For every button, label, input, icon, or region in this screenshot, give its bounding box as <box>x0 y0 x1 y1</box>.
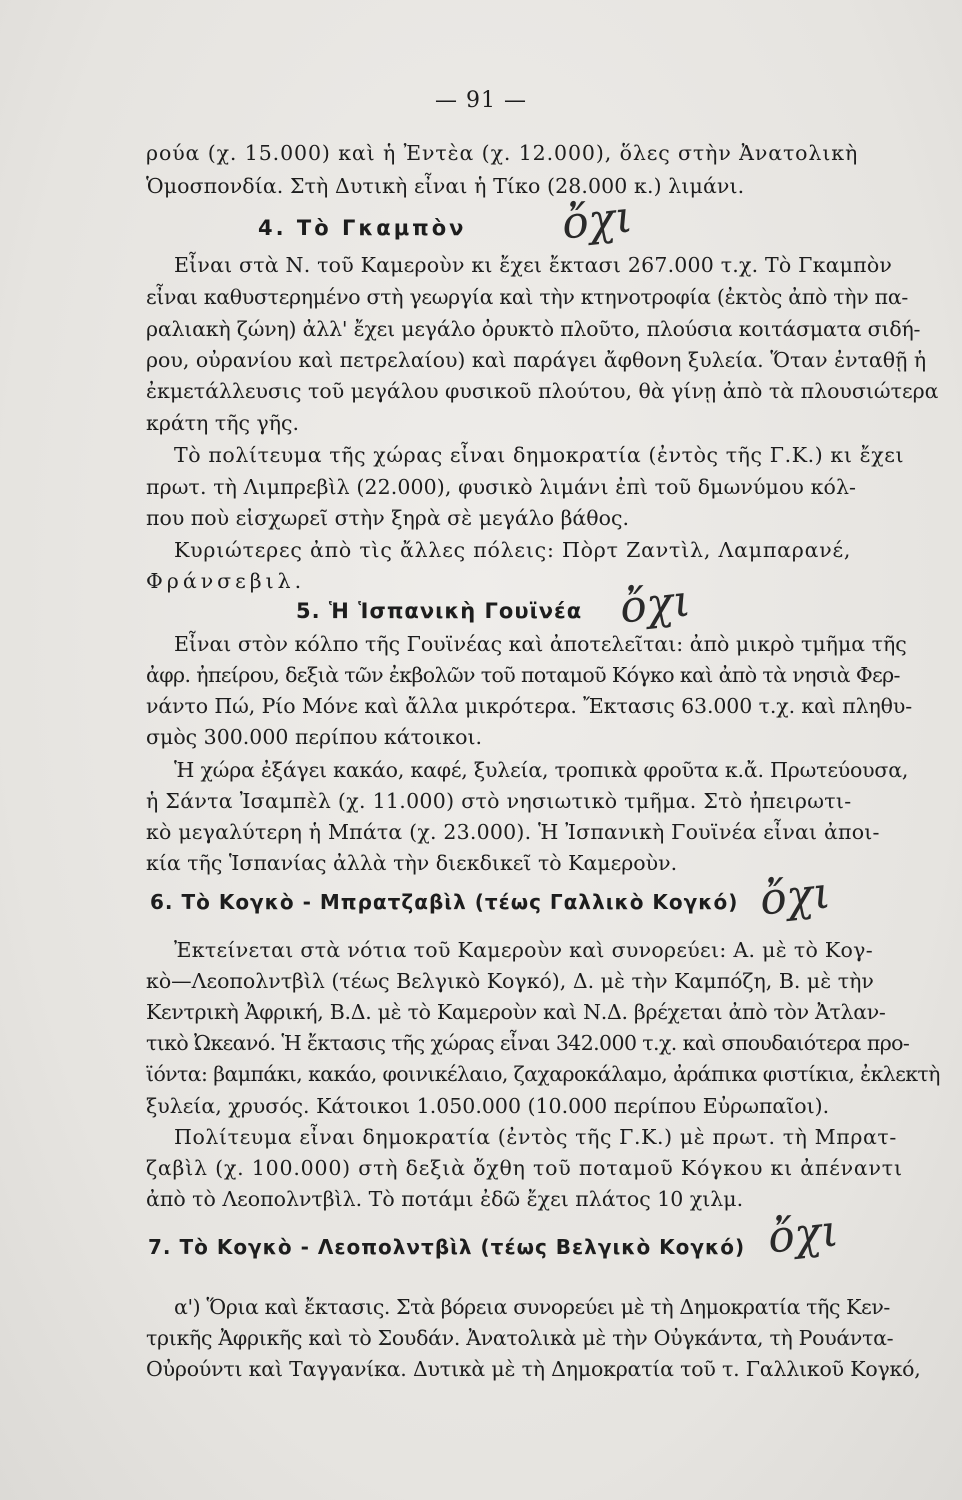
text-line: νάντο Πώ, Ρίο Μόνε καὶ ἄλλα μικρότερα. Ἔκτασις 63.000 τ.χ. καὶ πληθυ- <box>146 694 913 718</box>
handwritten-note-4: ὄχι <box>559 191 635 250</box>
text-line: Εἶναι στὸν κόλπο τῆς Γουϊνέας καὶ ἀποτελεῖται: ἀπὸ μικρὸ τμῆμα τῆς <box>174 632 907 656</box>
text-line: εἶναι καθυστερημένο στὴ γεωργία καὶ τὴν κτηνοτροφία (ἐκτὸς ἀπὸ τὴν πα- <box>146 285 909 309</box>
text-line: ρούα (χ. 15.000) καὶ ἡ Ἐντὲα (χ. 12.000), ὅλες στὴν Ἀνατολικὴ <box>146 141 859 165</box>
text-line: Κυριώτερες ἀπὸ τὶς ἄλλες πόλεις: Πὸρτ Ζαντὶλ, Λαμπαρανέ, <box>174 538 852 562</box>
handwritten-note-6: ὄχι <box>757 867 833 926</box>
text-line: σμὸς 300.000 περίπου κάτοικοι. <box>146 725 483 749</box>
page-number: — 91 — <box>435 88 527 113</box>
text-line: Ὁμοσπονδία. Στὴ Δυτικὴ εἶναι ἡ Τίκο (28.000 κ.) λιμάνι. <box>146 174 745 198</box>
text-line: ἐκμετάλλευσις τοῦ μεγάλου φυσικοῦ πλούτου, θὰ γίνῃ ἀπὸ τὰ πλουσιώτερα <box>146 379 939 403</box>
text-line: Φράνσεβιλ. <box>146 569 306 593</box>
text-line: α') Ὅρια καὶ ἔκτασις. Στὰ βόρεια συνορεύει μὲ τὴ Δημοκρατία τῆς Κεν- <box>174 1295 890 1319</box>
text-line: τικὸ Ὠκεανό. Ἡ ἔκτασις τῆς χώρας εἶναι 342.000 τ.χ. καὶ σπουδαιότερα προ- <box>146 1031 910 1055</box>
text-line: Ἡ χώρα ἐξάγει κακάο, καφέ, ξυλεία, τροπικὰ φροῦτα κ.ἄ. Πρωτεύουσα, <box>174 758 909 782</box>
text-line: κὸ μεγαλύτερη ἡ Μπάτα (χ. 23.000). Ἡ Ἰσπανικὴ Γουϊνέα εἶναι ἀποι- <box>146 820 880 844</box>
handwritten-note-7: ὄχι <box>765 1205 841 1264</box>
text-line: ἀφρ. ἠπείρου, δεξιὰ τῶν ἐκβολῶν τοῦ ποταμοῦ Κόγκο καὶ ἀπὸ τὰ νησιὰ Φερ- <box>146 663 900 687</box>
text-line: πρωτ. τὴ Λιμπρεβὶλ (22.000), φυσικὸ λιμάνι ἐπὶ τοῦ δμωνύμου κόλ- <box>146 475 857 499</box>
handwritten-note-5: ὄχι <box>617 575 693 634</box>
text-line: ραλιακὴ ζώνη) ἀλλ' ἔχει μεγάλο ὀρυκτὸ πλοῦτο, πλούσια κοιτάσματα σιδή- <box>146 317 921 341</box>
section-heading-7: 7. Τὸ Κογκὸ - Λεοπολντβὶλ (τέως Βελγικὸ Κογκό) <box>148 1235 746 1259</box>
section-heading-4: 4. Τὸ Γκαμπὸν <box>258 216 467 240</box>
text-line: ἀπὸ τὸ Λεοπολντβὶλ. Τὸ ποτάμι ἐδῶ ἔχει πλάτος 10 χιλμ. <box>146 1187 744 1211</box>
text-line: ἡ Σάντα Ἰσαμπὲλ (χ. 11.000) στὸ νησιωτικὸ τμῆμα. Στὸ ἠπειρωτι- <box>146 789 852 813</box>
text-line: ρου, οὐρανίου καὶ πετρελαίου) καὶ παράγει ἄφθονη ξυλεία. Ὅταν ἐνταθῇ ἡ <box>146 348 927 372</box>
text-line: Πολίτευμα εἶναι δημοκρατία (ἐντὸς τῆς Γ.Κ.) μὲ πρωτ. τὴ Μπρατ- <box>174 1125 897 1149</box>
text-line: Οὐρούντι καὶ Ταγγανίκα. Δυτικὰ μὲ τὴ Δημοκρατία τοῦ τ. Γαλλικοῦ Κογκό, <box>146 1357 921 1381</box>
text-line: Εἶναι στὰ Ν. τοῦ Καμεροὺν κι ἔχει ἔκτασι 267.000 τ.χ. Τὸ Γκαμπὸν <box>174 253 893 277</box>
section-heading-5: 5. Ἡ Ἱσπανικὴ Γουϊνέα <box>296 599 583 623</box>
text-line: Τὸ πολίτευμα τῆς χώρας εἶναι δημοκρατία (ἐντὸς τῆς Γ.Κ.) κι ἔχει <box>174 443 905 467</box>
text-line: Κεντρικὴ Ἀφρική, Β.Δ. μὲ τὸ Καμεροὺν καὶ Ν.Δ. βρέχεται ἀπὸ τὸν Ἀτλαν- <box>146 1000 886 1024</box>
text-line: κράτη τῆς γῆς. <box>146 411 299 435</box>
text-line: ϊόντα: βαμπάκι, κακάο, φοινικέλαιο, ζαχαροκάλαμο, ἀράπικα φιστίκια, ἐκλεκτὴ <box>146 1062 940 1086</box>
text-line: ζαβὶλ (χ. 100.000) στὴ δεξιὰ ὄχθη τοῦ ποταμοῦ Κόγκου κι ἀπέναντι <box>146 1156 903 1180</box>
text-line: τρικῆς Ἀφρικῆς καὶ τὸ Σουδάν. Ἀνατολικὰ μὲ τὴν Οὐγκάντα, τὴ Ρουάντα- <box>146 1326 894 1350</box>
text-line: ξυλεία, χρυσός. Κάτοικοι 1.050.000 (10.000 περίπου Εὐρωπαῖοι). <box>146 1094 830 1118</box>
text-line: κία τῆς Ἱσπανίας ἀλλὰ τὴν διεκδικεῖ τὸ Καμεροὺν. <box>146 851 678 875</box>
text-line: που ποὺ εἰσχωρεῖ στὴν ξηρὰ σὲ μεγάλο βάθος. <box>146 506 629 530</box>
text-line: Ἐκτείνεται στὰ νότια τοῦ Καμεροὺν καὶ συνορεύει: Α. μὲ τὸ Κογ- <box>174 938 873 962</box>
text-line: κὸ—Λεοπολντβὶλ (τέως Βελγικὸ Κογκό), Δ. μὲ τὴν Καμπόζη, Β. μὲ τὴν <box>146 969 874 993</box>
section-heading-6: 6. Τὸ Κογκὸ - Μπρατζαβὶλ (τέως Γαλλικὸ Κογκό) <box>150 890 739 914</box>
